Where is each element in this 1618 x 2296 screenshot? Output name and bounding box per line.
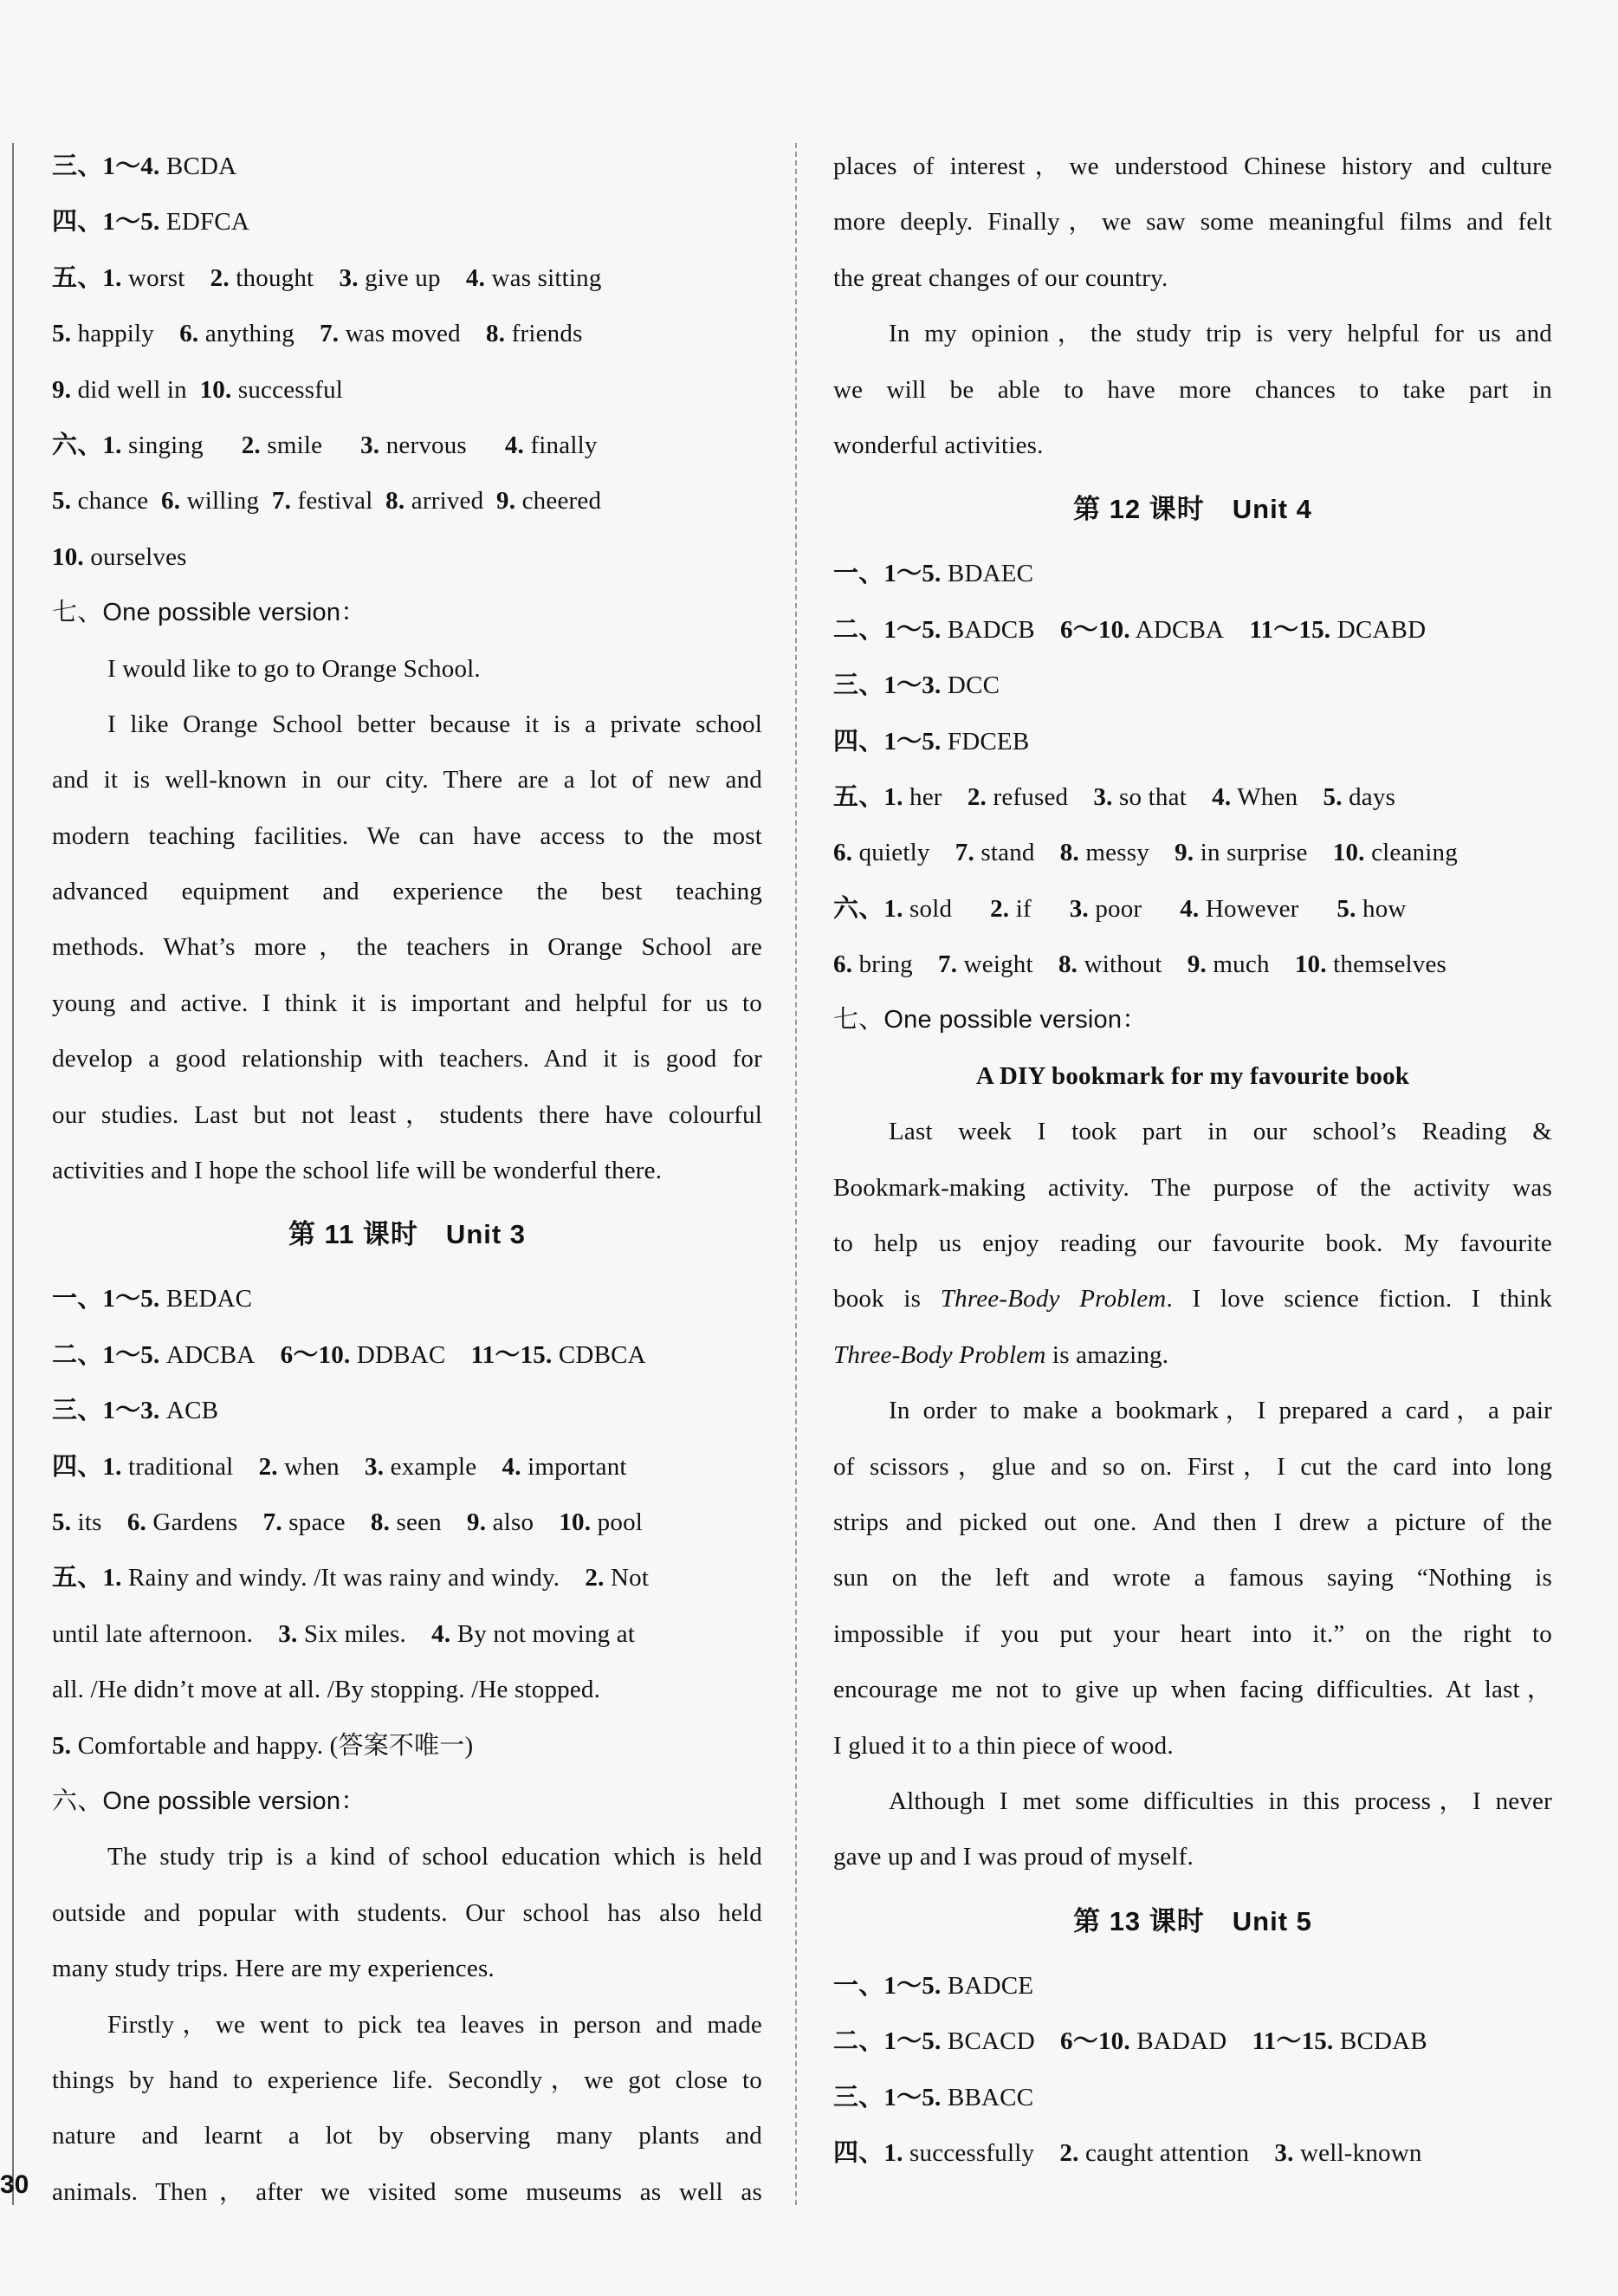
answer-row: all. /He didn’t move at all. /By stopping. /He stopped. (52, 1676, 601, 1704)
essay-line: I would like to go to Orange School. (107, 654, 481, 683)
answer-row: 一、1～5. BEDAC (52, 1285, 253, 1313)
answer-row: 五、1. Rainy and windy. /It was rainy and windy. 2. Not (52, 1564, 650, 1592)
essay-line: wonderful activities. (833, 431, 1044, 459)
answer-row: 5. its 6. Gardens 7. space 8. seen 9. also 10. pool (52, 1508, 644, 1536)
answer-row: 四、1. successfully 2. caught attention 3. well-known (833, 2138, 1422, 2167)
column-divider (795, 143, 797, 2205)
essay-title: A DIY bookmark for my favourite book (975, 1061, 1410, 1090)
essay-line: nature and learnt a lot by observing many plants and (52, 2122, 762, 2150)
section-heading: 第 12 课时 Unit 4 (1073, 494, 1312, 525)
essay-line: young and active. I think it is important and helpful for us to (52, 989, 762, 1017)
left-column (52, 139, 762, 2220)
left-margin-rule (12, 143, 14, 2205)
answer-row: 六、One possible version： (52, 1787, 366, 1815)
essay-line: Three-Body Problem is amazing. (833, 1340, 1169, 1369)
essay-line: The study trip is a kind of school education which is held (107, 1843, 762, 1871)
answer-row: 5. happily 6. anything 7. was moved 8. friends (52, 320, 583, 348)
essay-line: advanced equipment and experience the best teaching (52, 878, 762, 906)
essay-line: develop a good relationship with teachers. And it is good for (52, 1045, 762, 1073)
essay-line: Last week I took part in our school’s Reading & (889, 1118, 1552, 1146)
essay-line: In my opinion，the study trip is very helpful for us and (889, 320, 1552, 348)
answer-row: 七、One possible version： (833, 1006, 1148, 1034)
answer-row: 三、1～4. BCDA (52, 152, 237, 180)
essay-line: many study trips. Here are my experiences. (52, 1955, 495, 1983)
essay-line: animals. Then，after we visited some museums as well as (52, 2177, 762, 2206)
essay-line: things by hand to experience life. Secondly，we got close to (52, 2066, 762, 2094)
essay-line: encourage me not to give up when facing difficulties. At last， (833, 1676, 1552, 1704)
answer-row: 二、1～5. ADCBA 6～10. DDBAC 11～15. CDBCA (52, 1340, 646, 1369)
answer-row: until late afternoon. 3. Six miles. 4. By not moving at (52, 1619, 636, 1648)
essay-line: outside and popular with students. Our school has also held (52, 1898, 762, 1927)
section-heading: 第 11 课时 Unit 3 (288, 1219, 527, 1250)
essay-line: of scissors，glue and so on. First，I cut the card into long (833, 1452, 1552, 1481)
essay-line: gave up and I was proud of myself. (833, 1843, 1194, 1871)
answer-row: 一、1～5. BDAEC (833, 560, 1034, 588)
essay-line: Although I met some difficulties in this process，I never (889, 1787, 1552, 1815)
essay-line: Firstly，we went to pick tea leaves in person and made (107, 2010, 762, 2039)
answer-row: 五、1. her 2. refused 3. so that 4. When 5. days (833, 782, 1396, 811)
answer-row: 10. ourselves (52, 542, 187, 571)
page-number: 30 (0, 2170, 29, 2199)
answer-row: 三、1～3. ACB (52, 1397, 219, 1425)
answer-row: 二、1～5. BADCB 6～10. ADCBA 11～15. DCABD (833, 615, 1427, 644)
essay-line: In order to make a bookmark，I prepared a card，a pair (889, 1397, 1552, 1425)
answer-row: 一、1～5. BADCE (833, 1971, 1034, 2000)
essay-line: our studies. Last but not least，students there have colourful (52, 1100, 762, 1129)
essay-line: Bookmark-making activity. The purpose of the activity was (833, 1173, 1552, 1202)
essay-line: sun on the left and wrote a famous saying “Nothing is (833, 1564, 1552, 1592)
essay-line: book is Three-Body Problem. I love science fiction. I think (833, 1285, 1552, 1313)
essay-line: places of interest，we understood Chinese history and culture (833, 152, 1552, 180)
answer-row: 四、1～5. EDFCA (52, 208, 249, 237)
essay-line: methods. What’s more，the teachers in Orange School are (52, 933, 762, 962)
answer-row: 9. did well in 10. successful (52, 375, 344, 404)
answer-row: 六、1. singing 2. smile 3. nervous 4. finally (52, 431, 598, 459)
answer-row: 二、1～5. BCACD 6～10. BADAD 11～15. BCDAB (833, 2027, 1427, 2056)
essay-line: strips and picked out one. And then I drew a picture of the (833, 1508, 1552, 1536)
answer-row: 四、1～5. FDCEB (833, 727, 1030, 756)
right-column (833, 139, 1552, 2181)
essay-line: more deeply. Finally，we saw some meaningful films and felt (833, 208, 1552, 237)
essay-line: the great changes of our country. (833, 263, 1168, 292)
essay-line: impossible if you put your heart into it.” on the right to (833, 1619, 1552, 1648)
answer-row: 三、1～3. DCC (833, 671, 1000, 700)
answer-row: 6. bring 7. weight 8. without 9. much 10. themselves (833, 950, 1447, 979)
essay-line: we will be able to have more chances to take part in (833, 375, 1552, 404)
essay-line: modern teaching facilities. We can have access to the most (52, 821, 762, 850)
answer-row: 三、1～5. BBACC (833, 2083, 1034, 2111)
answer-row: 七、One possible version： (52, 599, 366, 627)
essay-line: I like Orange School better because it is a private school (107, 710, 762, 738)
answer-row: 六、1. sold 2. if 3. poor 4. However 5. how (833, 894, 1407, 923)
essay-line: activities and I hope the school life will be wonderful there. (52, 1157, 663, 1185)
essay-line: and it is well-known in our city. There are a lot of new and (52, 766, 762, 795)
answer-row: 四、1. traditional 2. when 3. example 4. important (52, 1452, 627, 1481)
answer-row: 5. Comfortable and happy. (答案不唯一) (52, 1731, 474, 1760)
answer-row: 6. quietly 7. stand 8. messy 9. in surprise 10. cleaning (833, 839, 1458, 867)
section-heading: 第 13 课时 Unit 5 (1073, 1905, 1312, 1936)
answer-row: 5. chance 6. willing 7. festival 8. arrived 9. cheered (52, 487, 602, 516)
essay-line: I glued it to a thin piece of wood. (833, 1731, 1174, 1760)
essay-line: to help us enjoy reading our favourite book. My favourite (833, 1229, 1552, 1258)
answer-row: 五、1. worst 2. thought 3. give up 4. was sitting (52, 263, 602, 292)
